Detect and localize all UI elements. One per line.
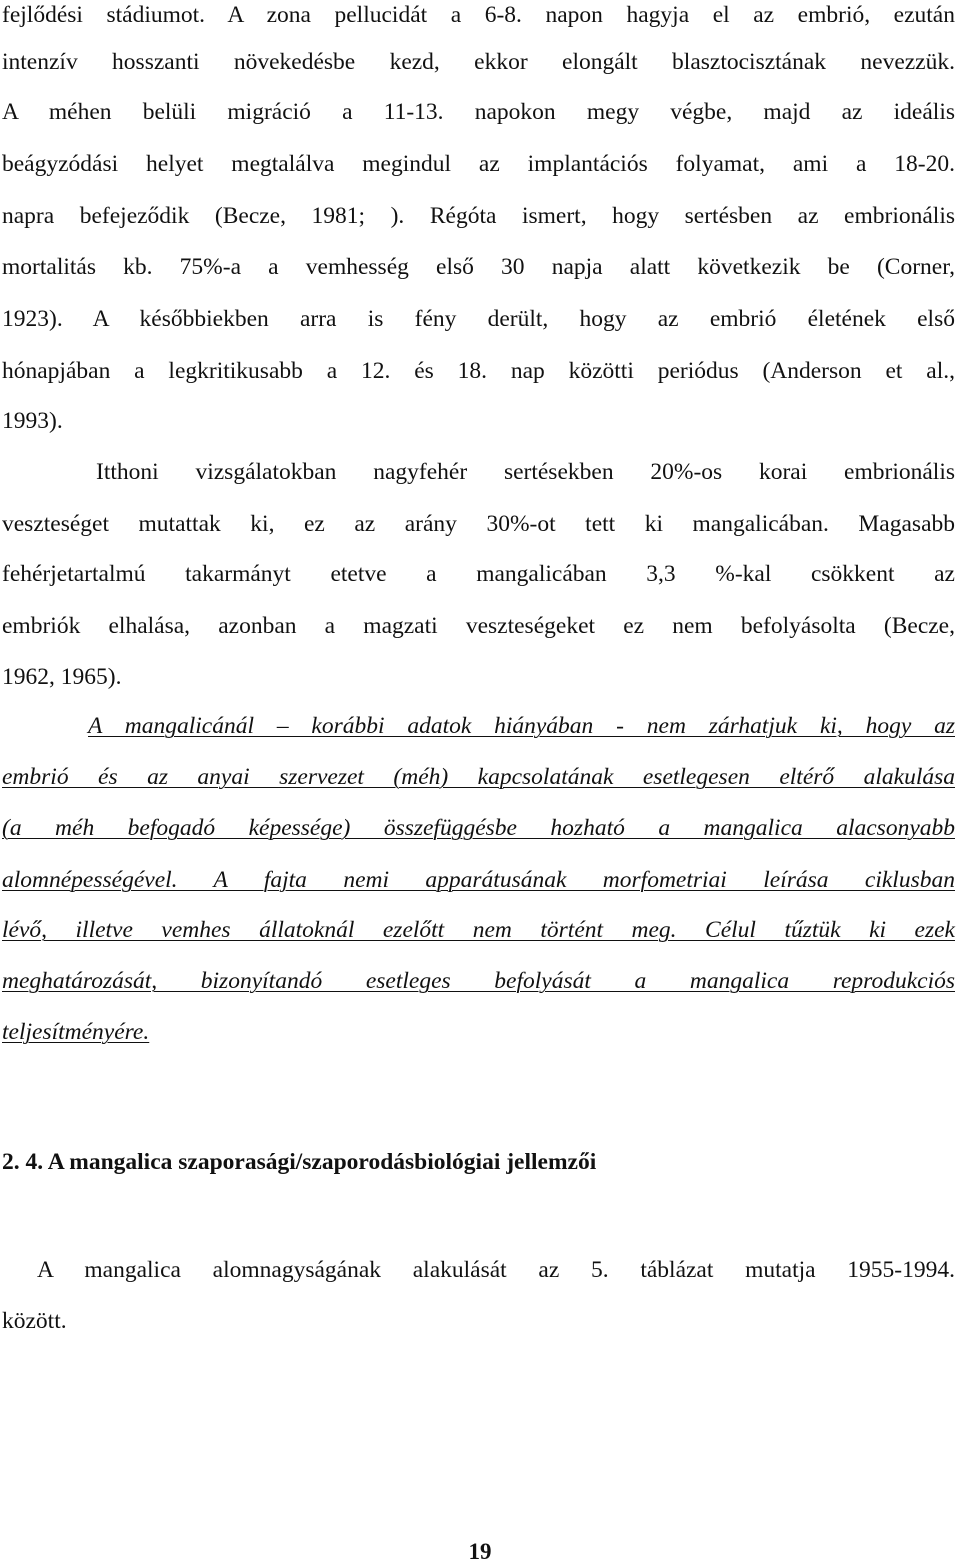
p2-line-3: fehérjetartalmú takarmányt etetve a mangalicában 3,3 %-kal csökkent az: [2, 561, 955, 587]
p2-line-1: Itthoni vizsgálatokban nagyfehér sertésekben 20%-os korai embrionális: [96, 459, 955, 485]
p1-line-7: 1923). A későbbiekben arra is fény derült, hogy az embrió életének első: [2, 306, 955, 332]
p1-line-4: beágyzódási helyet megtalálva megindul az implantációs folyamat, ami a 18-20.: [2, 151, 955, 177]
p3-line-7: teljesítményére.: [2, 1019, 150, 1045]
p1-line-6: mortalitás kb. 75%-a a vemhesség első 30 napja alatt következik be (Corner,: [2, 254, 955, 280]
p3-line-1: A mangalicánál – korábbi adatok hiányában - nem zárhatjuk ki, hogy az: [88, 713, 955, 739]
p3-line-5: lévő, illetve vemhes állatoknál ezelőtt nem történt meg. Célul tűztük ki ezek: [2, 917, 955, 943]
p4-line-1: A mangalica alomnagyságának alakulását az 5. táblázat mutatja 1955-1994.: [37, 1257, 955, 1283]
p1-line-2: intenzív hosszanti növekedésbe kezd, ekkor elongált blasztocisztának nevezzük.: [2, 49, 955, 75]
p1-line-9: 1993).: [2, 408, 63, 434]
p3-line-4: alomnépességével. A fajta nemi apparátusának morfometriai leírása ciklusban: [2, 867, 955, 893]
p2-line-4: embriók elhalása, azonban a magzati veszteségeket ez nem befolyásolta (Becze,: [2, 613, 955, 639]
p2-line-2: veszteséget mutattak ki, ez az arány 30%-ot tett ki mangalicában. Magasabb: [2, 511, 955, 537]
p1-line-8: hónapjában a legkritikusabb a 12. és 18. nap közötti periódus (Anderson et al.,: [2, 358, 955, 384]
p1-line-1: fejlődési stádiumot. A zona pellucidát a 6-8. napon hagyja el az embrió, ezután: [2, 2, 955, 28]
p3-line-6: meghatározását, bizonyítandó esetleges befolyását a mangalica reprodukciós: [2, 968, 955, 994]
p4-line-2: között.: [2, 1308, 67, 1334]
p1-line-5: napra befejeződik (Becze, 1981; ). Régóta ismert, hogy sertésben az embrionális: [2, 203, 955, 229]
p1-line-3: A méhen belüli migráció a 11-13. napokon megy végbe, majd az ideális: [2, 99, 955, 125]
page-number: 19: [468, 1539, 492, 1564]
p3-line-3: (a méh befogadó képessége) összefüggésbe hozható a mangalica alacsonyabb: [2, 815, 955, 841]
p2-line-5: 1962, 1965).: [2, 664, 122, 690]
section-heading: 2. 4. A mangalica szaporasági/szaporodásbiológiai jellemzői: [2, 1149, 597, 1175]
p3-line-2: embrió és az anyai szervezet (méh) kapcsolatának esetlegesen eltérő alakulása: [2, 764, 955, 790]
